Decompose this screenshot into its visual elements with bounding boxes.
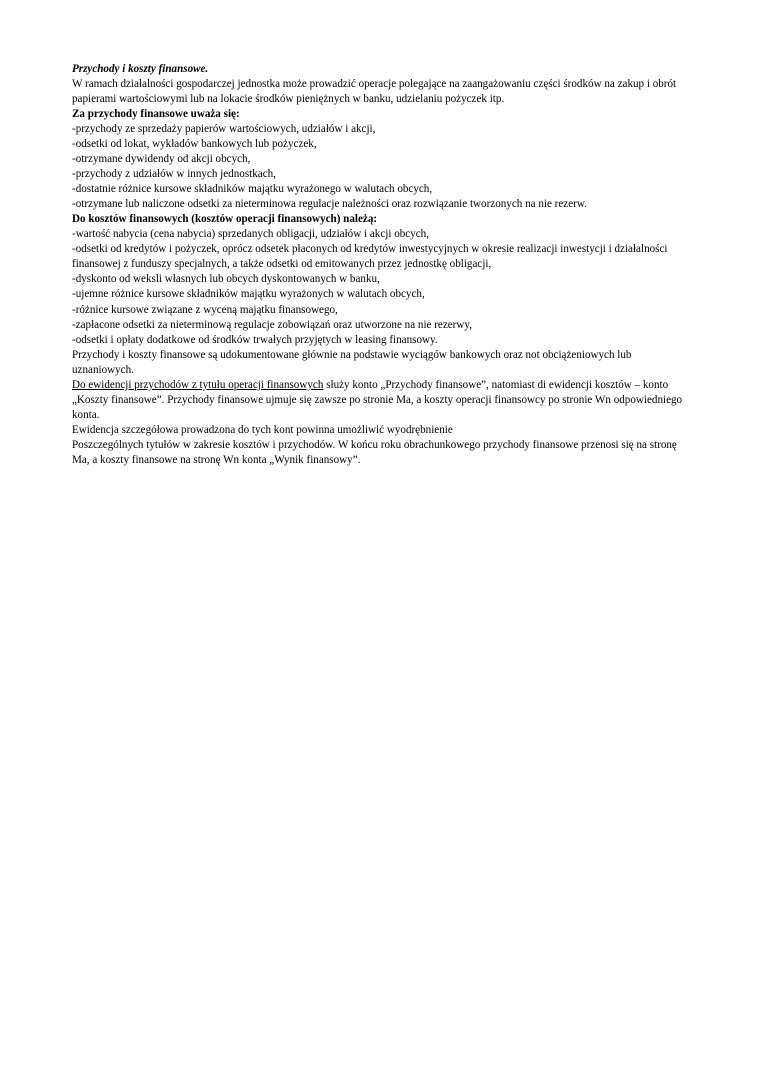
accounts-text-rest: służy konto „Przychody finansowe”, natomiast di ewidencji kosztów – konto „Koszty finansowe”. Przychody finansowe ujmuje się zawsze po stronie Ma, a koszty operacji finansowcy po stronie Wn odpowiedniego konta. xyxy=(72,378,683,421)
document-body xyxy=(72,62,688,468)
list-item-revenue-3: -otrzymane dywidendy od akcji obcych, xyxy=(72,153,251,166)
paragraph-detailed-records: Ewidencja szczegółowa prowadzona do tych kont powinna umożliwić wyodrębnienie xyxy=(72,423,453,436)
paragraph-titles-summary: Poszczególnych tytułów w zakresie kosztów i przychodów. W końcu roku obrachunkowego przychody finansowe przenosi się na stronę Ma, a koszty finansowe na stronę Wn konta „Wynik finansowy”. xyxy=(72,438,677,466)
list-item-revenue-4: -przychody z udziałów w innych jednostkach, xyxy=(72,168,276,181)
list-item-cost-3: -dyskonto od weksli własnych lub obcych dyskontowanych w banku, xyxy=(72,273,380,286)
paragraph-documentation: Przychody i koszty finansowe są udokumentowane głównie na podstawie wyciągów bankowych oraz not obciążeniowych lub uznaniowych. xyxy=(72,348,632,376)
paragraph-intro: W ramach działalności gospodarczej jednostka może prowadzić operacje polegające na zaangażowaniu części środków na zakup i obrót papierami wartościowymi lub na lokacie środków pieniężnych w banku, udzielaniu pożyczek itp. xyxy=(72,78,677,106)
list-item-cost-1: -wartość nabycia (cena nabycia) sprzedanych obligacji, udziałów i akcji obcych, xyxy=(72,228,429,241)
list-item-revenue-6: -otrzymane lub naliczone odsetki za nieterminowa regulacje należności oraz rozwiązanie tworzonych na nie rezerw. xyxy=(72,198,587,211)
list-item-cost-4: -ujemne różnice kursowe składników majątku wyrażonych w walutach obcych, xyxy=(72,288,425,301)
subheading-costs: Do kosztów finansowych (kosztów operacji finansowych) należą: xyxy=(72,213,378,226)
document-heading: Przychody i koszty finansowe. xyxy=(72,63,209,75)
paragraph-accounts xyxy=(72,378,688,423)
list-item-revenue-5: -dostatnie różnice kursowe składników majątku wyrażonego w walutach obcych, xyxy=(72,183,433,196)
list-item-cost-7: -odsetki i opłaty dodatkowe od środków trwałych przyjętych w leasing finansowy. xyxy=(72,333,438,346)
list-item-cost-5: -różnice kursowe związane z wyceną majątku finansowego, xyxy=(72,303,338,316)
list-item-cost-2: -odsetki od kredytów i pożyczek, oprócz odsetek płaconych od kredytów inwestycyjnych w okresie realizacji inwestycji i działalności finansowej z funduszy specjalnych, a także odsetki od emitowanych przez jednostkę obligacji, xyxy=(72,243,668,271)
list-item-cost-6: -zapłacone odsetki za nieterminową regulacje zobowiązań oraz utworzone na nie rezerwy, xyxy=(72,318,472,331)
underlined-lead-text: Do ewidencji przychodów z tytułu operacji finansowych xyxy=(72,378,324,391)
list-item-revenue-2: -odsetki od lokat, wykładów bankowych lub pożyczek, xyxy=(72,138,317,151)
list-item-revenue-1: -przychody ze sprzedaży papierów wartościowych, udziałów i akcji, xyxy=(72,123,376,136)
subheading-revenues: Za przychody finansowe uważa się: xyxy=(72,108,240,121)
